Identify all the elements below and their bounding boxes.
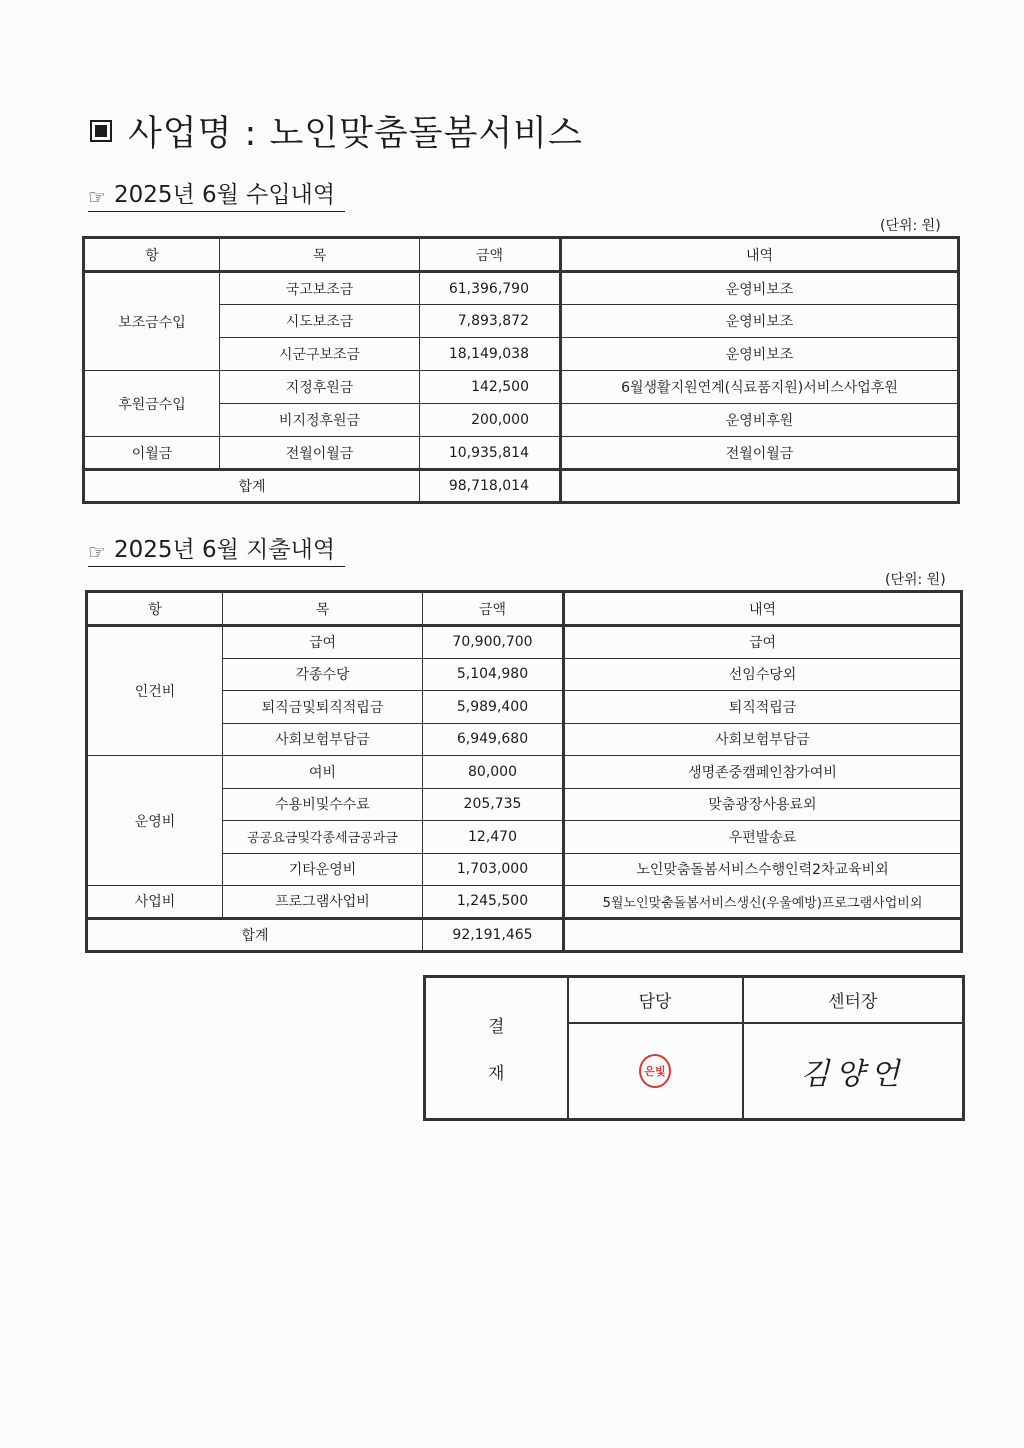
amount-cell: 12,470 <box>423 821 564 854</box>
amount-cell: 200,000 <box>420 404 561 437</box>
income-table <box>82 236 960 504</box>
hang-cell: 운영비 <box>87 756 223 886</box>
detail-cell: 급여 <box>564 626 962 659</box>
square-bullet-icon <box>90 120 112 142</box>
detail-cell: 퇴직적립금 <box>564 691 962 724</box>
total-row <box>87 918 962 951</box>
table-row <box>84 437 959 470</box>
detail-cell: 우편발송료 <box>564 821 962 854</box>
amount-cell: 142,500 <box>420 371 561 404</box>
amount-cell: 6,949,680 <box>423 723 564 756</box>
approval-label <box>425 977 568 1120</box>
table-row <box>84 371 959 404</box>
pointing-hand-icon: ☞ <box>88 185 106 209</box>
mok-cell: 시도보조금 <box>220 305 420 338</box>
detail-cell: 운영비후원 <box>561 404 959 437</box>
detail-cell: 생명존중캠페인참가여비 <box>564 756 962 789</box>
table-row <box>87 756 962 789</box>
page-title-text: 사업명 : 노인맞춤돌봄서비스 <box>128 114 583 154</box>
mok-cell: 비지정후원금 <box>220 404 420 437</box>
page-title <box>90 106 583 156</box>
expense-heading-text: 2025년 6월 지출내역 <box>113 537 336 563</box>
hang-cell: 사업비 <box>87 886 223 919</box>
amount-cell: 1,703,000 <box>423 853 564 886</box>
amount-cell: 205,735 <box>423 788 564 821</box>
header-hang: 항 <box>84 238 220 272</box>
approval-box <box>423 975 965 1121</box>
expense-header-row <box>87 592 962 626</box>
mok-cell: 수용비및수수료 <box>223 788 423 821</box>
mok-cell: 지정후원금 <box>220 371 420 404</box>
table-row <box>84 272 959 305</box>
detail-cell: 운영비보조 <box>561 272 959 305</box>
detail-cell: 5월노인맞춤돌봄서비스생신(우울예방)프로그램사업비외 <box>564 886 962 919</box>
amount-cell: 1,245,500 <box>423 886 564 919</box>
income-heading-text: 2025년 6월 수입내역 <box>113 182 336 208</box>
approval-label-top: 결 <box>488 1017 505 1037</box>
amount-cell: 7,893,872 <box>420 305 561 338</box>
header-amount: 금액 <box>423 592 564 626</box>
detail-cell: 운영비보조 <box>561 305 959 338</box>
header-detail: 내역 <box>561 238 959 272</box>
income-unit: (단위: 원) <box>880 218 941 234</box>
expense-heading <box>88 531 345 567</box>
hang-cell: 이월금 <box>84 437 220 470</box>
header-detail: 내역 <box>564 592 962 626</box>
mok-cell: 시군구보조금 <box>220 338 420 371</box>
detail-cell: 선임수당외 <box>564 658 962 691</box>
approval-col-director: 센터장 <box>743 977 964 1023</box>
income-header-row <box>84 238 959 272</box>
total-detail <box>564 918 962 951</box>
detail-cell: 전월이월금 <box>561 437 959 470</box>
mok-cell: 여비 <box>223 756 423 789</box>
amount-cell: 61,396,790 <box>420 272 561 305</box>
mok-cell: 전월이월금 <box>220 437 420 470</box>
detail-cell: 맞춤광장사용료외 <box>564 788 962 821</box>
income-heading <box>88 176 345 212</box>
approval-col-manager: 담당 <box>568 977 743 1023</box>
mok-cell: 퇴직금및퇴직적립금 <box>223 691 423 724</box>
mok-cell: 공공요금및각종세금공과금 <box>223 821 423 854</box>
handwritten-signature: 김양언 <box>800 1056 906 1092</box>
mok-cell: 급여 <box>223 626 423 659</box>
detail-cell: 사회보험부담금 <box>564 723 962 756</box>
mok-cell: 각종수당 <box>223 658 423 691</box>
pointing-hand-icon: ☞ <box>88 540 106 564</box>
mok-cell: 프로그램사업비 <box>223 886 423 919</box>
table-row <box>87 886 962 919</box>
hang-cell: 후원금수입 <box>84 371 220 437</box>
mok-cell: 기타운영비 <box>223 853 423 886</box>
total-row <box>84 470 959 503</box>
table-row <box>87 626 962 659</box>
mok-cell: 국고보조금 <box>220 272 420 305</box>
manager-stamp-cell <box>568 1023 743 1120</box>
amount-cell: 10,935,814 <box>420 437 561 470</box>
hang-cell: 인건비 <box>87 626 223 756</box>
total-detail <box>561 470 959 503</box>
total-amount: 92,191,465 <box>423 918 564 951</box>
header-mok: 목 <box>220 238 420 272</box>
mok-cell: 사회보험부담금 <box>223 723 423 756</box>
detail-cell: 노인맞춤돌봄서비스수행인력2차교육비외 <box>564 853 962 886</box>
hang-cell: 보조금수입 <box>84 272 220 371</box>
amount-cell: 5,104,980 <box>423 658 564 691</box>
header-amount: 금액 <box>420 238 561 272</box>
director-signature-cell <box>743 1023 964 1120</box>
amount-cell: 18,149,038 <box>420 338 561 371</box>
detail-cell: 운영비보조 <box>561 338 959 371</box>
approval-label-bottom: 재 <box>488 1064 505 1084</box>
amount-cell: 80,000 <box>423 756 564 789</box>
seal-stamp <box>639 1054 671 1088</box>
expense-table <box>85 590 963 953</box>
amount-cell: 5,989,400 <box>423 691 564 724</box>
detail-cell: 6월생활지원연계(식료품지원)서비스사업후원 <box>561 371 959 404</box>
header-hang: 항 <box>87 592 223 626</box>
total-label: 합계 <box>87 918 423 951</box>
total-label: 합계 <box>84 470 420 503</box>
seal-stamp-text: 은빛 <box>644 1064 666 1078</box>
header-mok: 목 <box>223 592 423 626</box>
expense-unit: (단위: 원) <box>885 572 946 588</box>
amount-cell: 70,900,700 <box>423 626 564 659</box>
total-amount: 98,718,014 <box>420 470 561 503</box>
